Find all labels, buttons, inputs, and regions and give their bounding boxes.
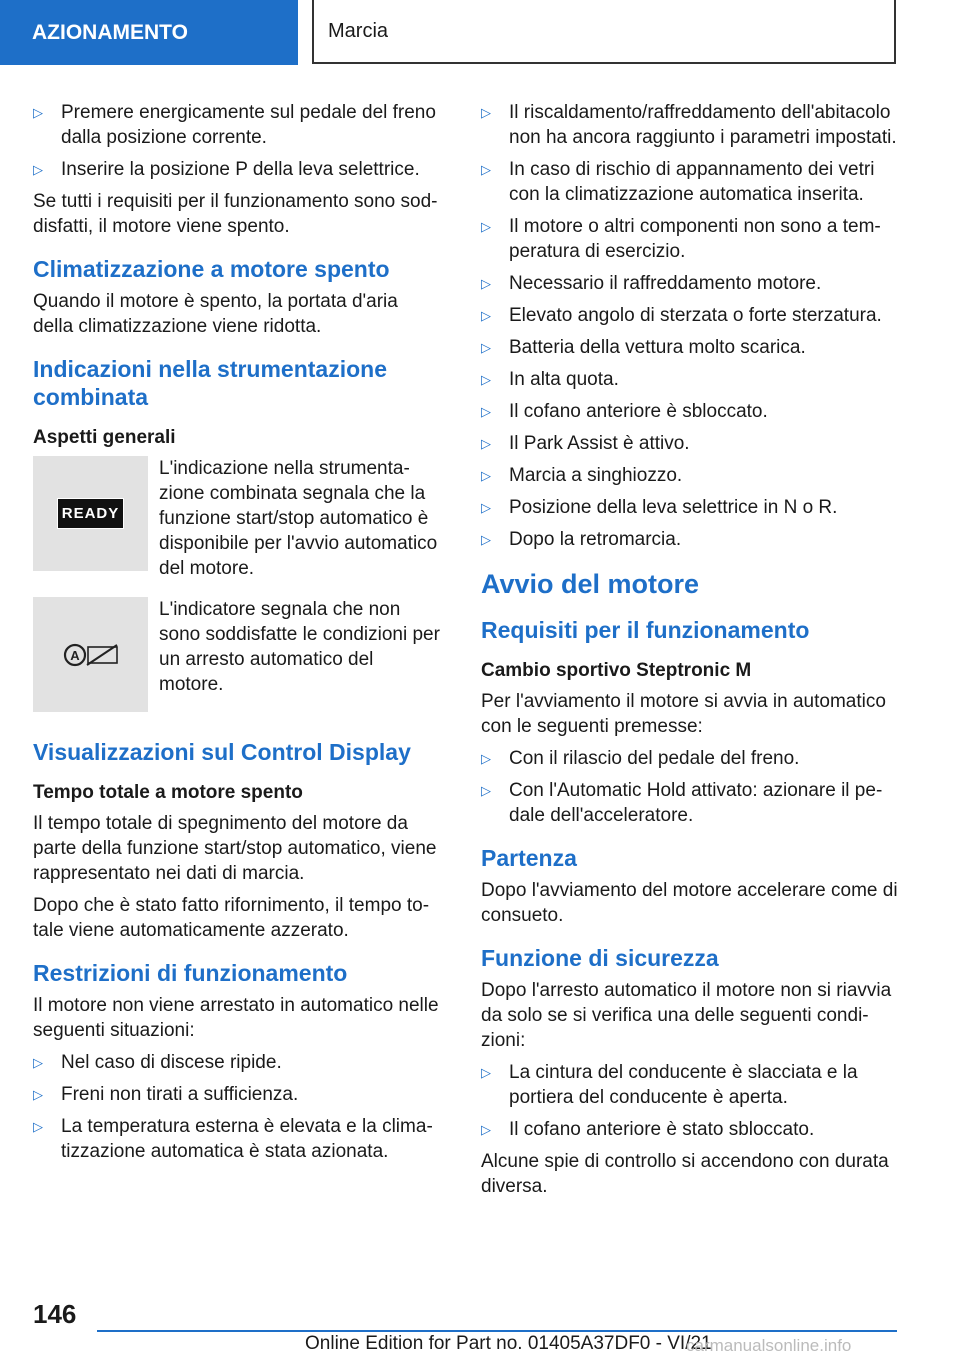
list-item: ▷ Inserire la posizione P della leva selettrice. — [33, 159, 420, 180]
triangle-bullet-icon: ▷ — [481, 219, 491, 234]
paragraph: Dopo l'avviamento del motore accelerare come di consueto. — [481, 880, 898, 926]
indicator-startstop-row: A L'indicatore segnala che non sono soddisfatte le condizioni per un arresto automatico del motore. — [33, 597, 443, 712]
triangle-bullet-icon: ▷ — [481, 105, 491, 120]
triangle-bullet-icon: ▷ — [481, 340, 491, 355]
list-item: ▷ In alta quota. — [481, 369, 619, 390]
paragraph: Quando il motore è spento, la portata d'aria della climatizzazione viene ridotta. — [33, 291, 398, 337]
ready-indicator-icon: READY — [33, 456, 148, 571]
start-stop-off-icon — [33, 597, 148, 712]
list-item: ▷ Elevato angolo di sterzata o forte sterzatura. — [481, 305, 882, 326]
triangle-bullet-icon: ▷ — [481, 308, 491, 323]
triangle-bullet-icon: ▷ — [481, 372, 491, 387]
chapter-title: Marcia — [312, 0, 896, 64]
edition-text: Online Edition for Part no. 01405A37DF0 - VI/21 — [305, 1333, 712, 1354]
list-item: ▷ Nel caso di discese ripide. — [33, 1052, 282, 1073]
svg-text:A: A — [69, 647, 80, 663]
list-item: ▷ Premere energicamente sul pedale del freno dalla posizione corrente. — [33, 102, 436, 148]
triangle-bullet-icon: ▷ — [481, 500, 491, 515]
paragraph: Il motore non viene arrestato in automatico nelle seguenti situazioni: — [33, 995, 439, 1041]
list-item: ▷ Il cofano anteriore è sbloccato. — [481, 401, 768, 422]
section-tab: AZIONAMENTO — [0, 0, 298, 65]
list-item: ▷ Con l'Automatic Hold attivato: azionare il pedale dell'acceleratore. — [481, 780, 883, 826]
triangle-bullet-icon: ▷ — [481, 1122, 491, 1137]
indicator-ready-row: READY L'indicazione nella strumentazione combinata segnala che la funzione start/stop automatico è disponibile per l'avvio automatico del motore. — [33, 456, 443, 581]
subheading-cambio: Cambio sportivo Steptronic M — [481, 660, 752, 681]
triangle-bullet-icon: ▷ — [481, 1065, 491, 1080]
heading-indicazioni: Indicazioni nella strumentazione combinata — [33, 356, 388, 410]
triangle-bullet-icon: ▷ — [33, 162, 43, 177]
subheading-aspetti: Aspetti generali — [33, 427, 176, 448]
subheading-tempo: Tempo totale a motore spento — [33, 782, 303, 803]
list-item: ▷ In caso di rischio di appannamento dei vetri con la climatizzazione automatica inserita. — [481, 159, 875, 205]
right-column — [481, 100, 901, 1206]
paragraph: Per l'avviamento il motore si avvia in automatico con le seguenti premesse: — [481, 691, 886, 737]
heading-partenza: Partenza — [481, 845, 577, 871]
triangle-bullet-icon: ▷ — [481, 783, 491, 798]
triangle-bullet-icon: ▷ — [33, 1055, 43, 1070]
footer-divider — [97, 1330, 897, 1332]
triangle-bullet-icon: ▷ — [481, 276, 491, 291]
heading-clima: Climatizzazione a motore spento — [33, 256, 390, 282]
triangle-bullet-icon: ▷ — [33, 105, 43, 120]
left-column — [33, 100, 443, 1171]
list-item: ▷ Freni non tirati a sufficienza. — [33, 1084, 299, 1105]
heading-sicurezza: Funzione di sicurezza — [481, 945, 719, 971]
list-item: ▷ La temperatura esterna è elevata e la climatizzazione automatica è stata azionata. — [33, 1116, 433, 1162]
list-item: ▷ Il motore o altri componenti non sono a temperatura di esercizio. — [481, 216, 881, 262]
heading-visualizzazioni: Visualizzazioni sul Control Display — [33, 739, 411, 765]
list-item: ▷ Il riscaldamento/raffreddamento dell'abitacolo non ha ancora raggiunto i parametri impostati. — [481, 102, 897, 148]
paragraph: Alcune spie di controllo si accendono con durata diversa. — [481, 1151, 889, 1197]
paragraph: Se tutti i requisiti per il funzionamento sono soddisfatti, il motore viene spento. — [33, 191, 438, 237]
triangle-bullet-icon: ▷ — [481, 436, 491, 451]
triangle-bullet-icon: ▷ — [481, 532, 491, 547]
heading-restrizioni: Restrizioni di funzionamento — [33, 960, 348, 986]
list-item: ▷ Il Park Assist è attivo. — [481, 433, 690, 454]
triangle-bullet-icon: ▷ — [481, 751, 491, 766]
triangle-bullet-icon: ▷ — [481, 404, 491, 419]
list-item: ▷ Il cofano anteriore è stato sbloccato. — [481, 1119, 815, 1140]
list-item: ▷ Marcia a singhiozzo. — [481, 465, 683, 486]
list-item: ▷ Necessario il raffreddamento motore. — [481, 273, 822, 294]
triangle-bullet-icon: ▷ — [33, 1119, 43, 1134]
list-item: ▷ Batteria della vettura molto scarica. — [481, 337, 806, 358]
list-item: ▷ Dopo la retromarcia. — [481, 529, 682, 550]
list-item: ▷ Posizione della leva selettrice in N o R. — [481, 497, 838, 518]
heading-requisiti: Requisiti per il funzionamento — [481, 617, 810, 643]
paragraph: Dopo l'arresto automatico il motore non si riavvia da solo se si verifica una delle seguenti condizioni: — [481, 980, 892, 1051]
start-stop-crossed-icon — [63, 640, 119, 670]
watermark: carmanualsonline.info — [686, 1336, 852, 1355]
heading-avvio: Avvio del motore — [481, 569, 700, 599]
list-item: ▷ La cintura del conducente è slacciata e la portiera del conducente è aperta. — [481, 1062, 858, 1108]
paragraph: Dopo che è stato fatto rifornimento, il tempo totale viene automaticamente azzerato. — [33, 895, 430, 941]
paragraph: Il tempo totale di spegnimento del motore da parte della funzione start/stop automatico, viene rappresentato nei dati di marcia. — [33, 813, 437, 884]
page-number: 146 — [33, 1299, 77, 1329]
list-item: ▷ Con il rilascio del pedale del freno. — [481, 748, 800, 769]
triangle-bullet-icon: ▷ — [481, 468, 491, 483]
triangle-bullet-icon: ▷ — [33, 1087, 43, 1102]
triangle-bullet-icon: ▷ — [481, 162, 491, 177]
